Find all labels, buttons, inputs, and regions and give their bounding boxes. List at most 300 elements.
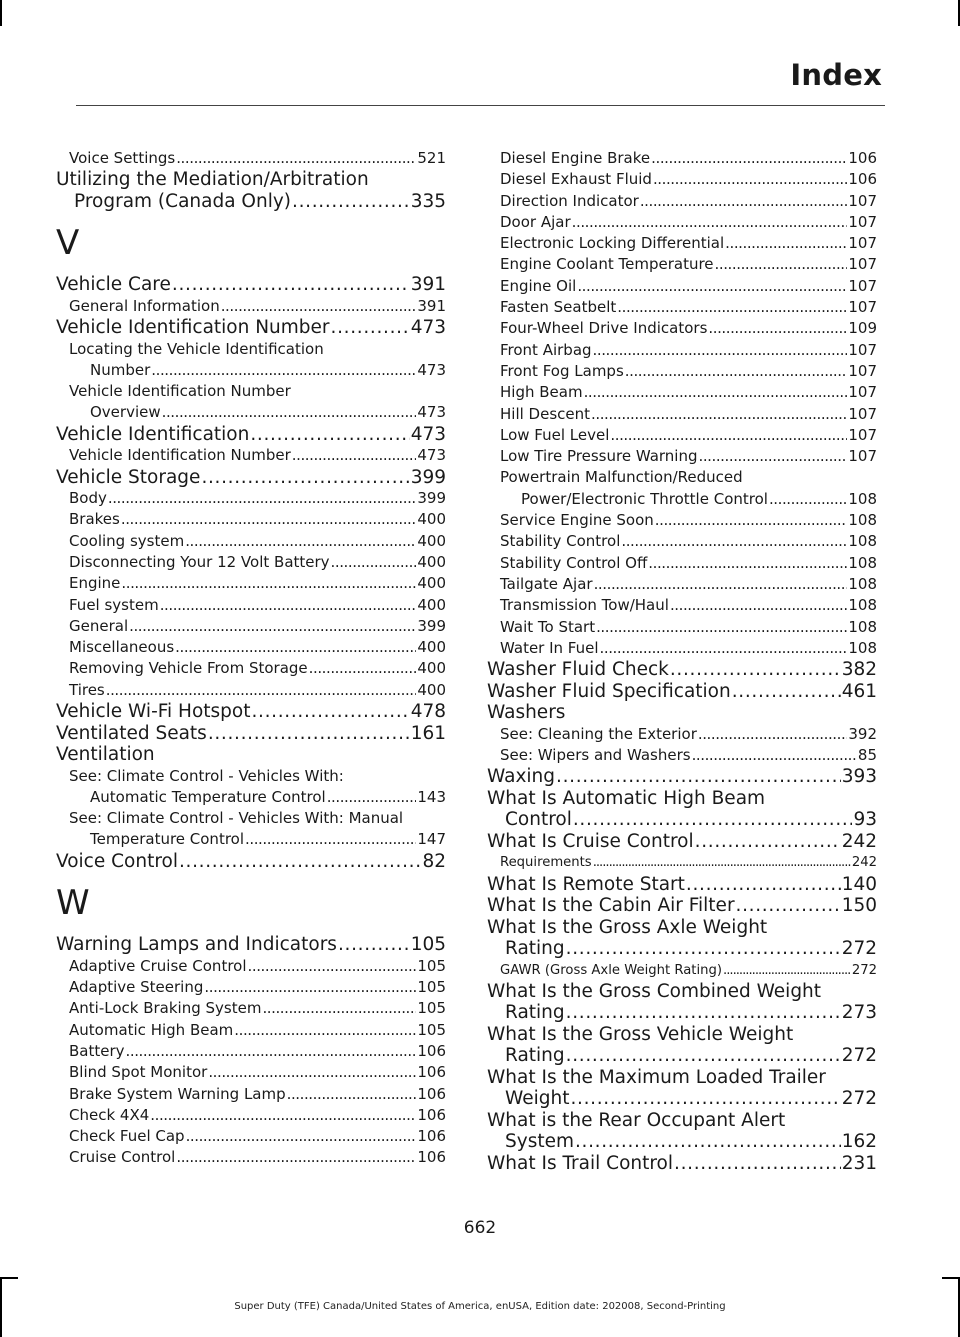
index-subentry[interactable] (487, 404, 877, 425)
entry-text: Removing Vehicle From Storage (69, 659, 308, 678)
page-reference[interactable]: 400 (417, 638, 446, 657)
entry-line (500, 169, 877, 190)
entry-line (500, 254, 877, 275)
index-subentry[interactable] (487, 148, 877, 169)
page-reference[interactable]: 392 (848, 724, 877, 743)
page-reference[interactable]: 140 (841, 873, 877, 895)
page-reference[interactable]: 473 (410, 423, 446, 445)
dot-leader (234, 1020, 416, 1041)
index-subentry[interactable] (487, 724, 877, 745)
page-reference[interactable]: 106 (417, 1127, 446, 1146)
dot-leader (732, 681, 841, 703)
index-subentry[interactable] (56, 1105, 446, 1126)
entry-line (69, 595, 446, 616)
index-subentry[interactable] (56, 1062, 446, 1083)
index-subentry[interactable] (56, 552, 446, 573)
entry-text: What Is Remote Start (487, 873, 685, 895)
page-reference[interactable]: 150 (841, 895, 877, 917)
index-subentry[interactable] (56, 808, 446, 851)
entry-text-continued: Control (505, 809, 572, 831)
entry-text: Utilizing the Mediation/Arbitration (56, 169, 369, 191)
dot-leader (338, 934, 410, 956)
dot-leader (566, 1002, 841, 1024)
page-reference[interactable]: 105 (417, 999, 446, 1018)
entry-continuation-line (56, 191, 446, 213)
entry-text: Hill Descent (500, 404, 591, 423)
entry-text: See: Climate Control - Vehicles With: Manual (69, 809, 404, 828)
index-subentry[interactable] (56, 956, 446, 977)
page-reference[interactable]: 161 (410, 722, 446, 744)
entry-line (500, 574, 877, 595)
dot-leader (723, 960, 851, 981)
dot-leader (708, 318, 847, 339)
page-reference[interactable]: 143 (417, 787, 446, 806)
dot-leader (121, 509, 417, 530)
entry-line (500, 425, 877, 446)
dot-leader (670, 595, 847, 616)
entry-text: Adaptive Cruise Control (69, 956, 247, 975)
page-reference[interactable]: 108 (848, 638, 877, 657)
entry-line (500, 553, 877, 574)
page-reference[interactable]: 400 (417, 552, 446, 571)
entry-continuation-line (487, 1131, 877, 1153)
dot-leader (610, 425, 847, 446)
index-subentry[interactable] (487, 233, 877, 254)
entry-line (69, 1062, 446, 1083)
entry-line (500, 340, 877, 361)
index-subentry[interactable] (56, 1147, 446, 1168)
entry-line (500, 276, 877, 297)
dot-leader (204, 977, 416, 998)
entry-text: Service Engine Soon (500, 511, 654, 530)
entry-line (500, 510, 877, 531)
index-subentry[interactable] (56, 637, 446, 658)
entry-text: High Beam (500, 383, 583, 402)
page-title: Index (790, 58, 882, 92)
page-reference[interactable]: 400 (417, 680, 446, 699)
page-reference[interactable]: 521 (417, 149, 446, 167)
page-reference[interactable]: 108 (848, 596, 877, 615)
index-entry[interactable] (487, 1067, 877, 1110)
page-reference[interactable]: 107 (848, 255, 877, 274)
entry-text: Washers (487, 702, 566, 724)
entry-text: Low Fuel Level (500, 425, 610, 444)
entry-line (500, 724, 877, 745)
entry-text: Stability Control (500, 532, 621, 551)
page-reference[interactable]: 106 (848, 170, 877, 189)
index-subentry[interactable] (56, 1020, 446, 1041)
page-reference[interactable]: 107 (848, 425, 877, 444)
dot-leader (655, 510, 848, 531)
entry-text: What Is Trail Control (487, 1152, 674, 1174)
entry-continuation-line (487, 1045, 877, 1067)
entry-continuation-line (487, 1088, 877, 1110)
page-reference[interactable]: 108 (848, 489, 877, 508)
dot-leader (725, 233, 847, 254)
index-subentry[interactable] (56, 296, 446, 317)
entry-text: Anti-Lock Braking System (69, 999, 262, 1018)
dot-leader (566, 1045, 841, 1067)
entry-line (487, 874, 877, 896)
page-reference[interactable]: 107 (848, 404, 877, 423)
entry-line (487, 895, 877, 917)
entry-continuation-line (487, 1002, 877, 1024)
dot-leader (208, 723, 410, 745)
entry-text: What Is the Maximum Loaded Trailer (487, 1066, 826, 1088)
dot-leader (331, 552, 417, 573)
entry-line (500, 148, 877, 169)
index-entry[interactable] (487, 1024, 877, 1067)
page-reference[interactable]: 108 (848, 511, 877, 530)
index-subentry[interactable] (56, 616, 446, 637)
dot-leader (600, 638, 848, 659)
dot-leader (692, 745, 857, 766)
dot-leader (160, 595, 417, 616)
page-reference[interactable]: 400 (417, 659, 446, 678)
index-entry[interactable] (56, 723, 446, 745)
page-reference[interactable]: 400 (417, 574, 446, 593)
index-subentry[interactable] (487, 446, 877, 467)
dot-leader (162, 402, 417, 423)
entry-line (69, 1105, 446, 1126)
entry-text: Vehicle Storage (56, 466, 201, 488)
index-entry[interactable] (56, 934, 446, 956)
index-subentry[interactable] (56, 766, 446, 809)
entry-text-continued: Number (90, 360, 151, 379)
index-entry[interactable] (487, 681, 877, 703)
page-reference[interactable]: 107 (848, 234, 877, 253)
index-entry[interactable] (487, 788, 877, 831)
page-reference[interactable]: 399 (417, 489, 446, 508)
entry-text: Disconnecting Your 12 Volt Battery (69, 552, 330, 571)
dot-leader (648, 553, 847, 574)
index-subentry[interactable] (487, 361, 877, 382)
page-reference[interactable]: 400 (417, 531, 446, 550)
entry-text-continued: Overview (90, 403, 161, 422)
entry-line (69, 637, 446, 658)
page-reference[interactable]: 93 (853, 809, 877, 831)
entry-line (69, 148, 446, 169)
entry-text: Body (69, 489, 107, 508)
index-subentry[interactable] (487, 960, 877, 981)
entry-text: Voice Settings (69, 149, 176, 167)
page-reference[interactable]: 399 (410, 466, 446, 488)
index-subentry[interactable] (56, 445, 446, 466)
page-reference[interactable]: 107 (848, 361, 877, 380)
page-reference[interactable]: 391 (410, 274, 446, 296)
page-reference[interactable]: 105 (417, 978, 446, 997)
entry-line (69, 977, 446, 998)
index-entry[interactable] (56, 851, 446, 873)
dot-leader (594, 574, 848, 595)
dot-leader (573, 809, 853, 831)
entry-text: Diesel Exhaust Fluid (500, 170, 652, 189)
page-reference[interactable]: 273 (841, 1002, 877, 1024)
entry-text: Diesel Engine Brake (500, 149, 651, 167)
index-entry[interactable] (56, 424, 446, 446)
entry-text: Ventilation (56, 744, 155, 766)
dot-leader (591, 404, 847, 425)
entry-continuation-line (69, 402, 446, 423)
entry-line (500, 212, 877, 233)
index-subentry[interactable] (56, 595, 446, 616)
index-subentry[interactable] (56, 573, 446, 594)
index-subentry[interactable] (487, 212, 877, 233)
index-subentry[interactable] (56, 1126, 446, 1147)
page-reference[interactable]: 478 (410, 701, 446, 723)
page-reference[interactable]: 108 (848, 532, 877, 551)
page-reference[interactable]: 162 (841, 1131, 877, 1153)
index-subentry[interactable] (487, 467, 877, 510)
dot-leader (686, 874, 841, 896)
entry-continuation-line (500, 489, 877, 510)
entry-text: Stability Control Off (500, 553, 648, 572)
index-subentry[interactable] (487, 169, 877, 190)
entry-line (56, 467, 446, 489)
page-reference[interactable]: 473 (417, 446, 446, 465)
dot-leader (201, 467, 409, 489)
index-subentry[interactable] (487, 340, 877, 361)
entry-text: Wait To Start (500, 617, 596, 636)
entry-line (500, 361, 877, 382)
dot-leader (126, 1041, 417, 1062)
index-subentry[interactable] (56, 509, 446, 530)
dot-leader (150, 1105, 416, 1126)
page-reference[interactable]: 106 (848, 149, 877, 167)
entry-text: What Is the Cabin Air Filter (487, 895, 735, 917)
entry-text: Ventilated Seats (56, 722, 207, 744)
page-reference[interactable]: 147 (417, 830, 446, 849)
page-reference[interactable]: 335 (410, 190, 446, 212)
entry-line (500, 595, 877, 616)
entry-text: Vehicle Identification Number (69, 446, 291, 465)
entry-line (500, 382, 877, 403)
page-reference[interactable]: 105 (417, 956, 446, 975)
entry-line (69, 552, 446, 573)
page-reference[interactable]: 393 (841, 766, 877, 788)
entry-text-continued: System (505, 1131, 574, 1153)
page-reference[interactable]: 272 (851, 962, 877, 978)
page-reference[interactable]: 105 (410, 934, 446, 956)
entry-text: Engine Oil (500, 276, 577, 295)
page-reference[interactable]: 109 (848, 319, 877, 338)
page-reference[interactable]: 231 (841, 1152, 877, 1174)
index-subentry[interactable] (56, 381, 446, 424)
index-subentry[interactable] (487, 852, 877, 873)
entry-line (69, 488, 446, 509)
page-reference[interactable]: 105 (417, 1020, 446, 1039)
entry-text: Transmission Tow/Haul (500, 596, 669, 615)
page-reference[interactable]: 106 (417, 1084, 446, 1103)
entry-text: Brakes (69, 510, 120, 529)
index-entry[interactable] (487, 831, 877, 853)
index-subentry[interactable] (56, 1041, 446, 1062)
entry-line (500, 446, 877, 467)
entry-continuation-line (487, 809, 877, 831)
index-subentry[interactable] (487, 191, 877, 212)
index-entry[interactable] (487, 981, 877, 1024)
dot-leader (185, 531, 416, 552)
page-reference[interactable]: 382 (841, 659, 877, 681)
entry-text: Check 4X4 (69, 1105, 150, 1124)
index-subentry[interactable] (487, 276, 877, 297)
entry-text: Vehicle Care (56, 274, 171, 296)
index-entry[interactable] (487, 1110, 877, 1153)
index-subentry[interactable] (56, 658, 446, 679)
entry-line (56, 934, 446, 956)
dot-leader (593, 852, 851, 873)
dot-leader (309, 658, 417, 679)
index-entry[interactable] (56, 467, 446, 489)
index-subentry[interactable] (487, 595, 877, 616)
index-subentry[interactable] (56, 977, 446, 998)
dot-leader (221, 296, 417, 317)
entry-text: What Is Automatic High Beam (487, 787, 766, 809)
page-reference[interactable]: 108 (848, 617, 877, 636)
entry-text: What Is Cruise Control (487, 830, 694, 852)
page-reference[interactable]: 108 (848, 574, 877, 593)
dot-leader (108, 488, 416, 509)
index-section-letter: W (56, 883, 90, 924)
index-entry[interactable] (56, 274, 446, 296)
page-reference[interactable]: 391 (417, 296, 446, 315)
page-reference[interactable]: 400 (417, 595, 446, 614)
entry-continuation-line (69, 829, 446, 850)
index-entry[interactable] (487, 1153, 877, 1175)
index-subentry[interactable] (487, 318, 877, 339)
dot-leader (572, 212, 848, 233)
page-reference[interactable]: 272 (841, 938, 877, 960)
index-subentry[interactable] (487, 553, 877, 574)
entry-text: See: Cleaning the Exterior (500, 724, 697, 743)
entry-line (487, 681, 877, 703)
dot-leader (245, 829, 416, 850)
dot-leader (593, 340, 848, 361)
entry-line (56, 317, 446, 339)
page-reference[interactable]: 473 (417, 360, 446, 379)
page-reference[interactable]: 107 (848, 298, 877, 317)
index-subentry[interactable] (487, 745, 877, 766)
index-subentry[interactable] (487, 297, 877, 318)
index-subentry[interactable] (487, 425, 877, 446)
page-reference[interactable]: 272 (841, 1088, 877, 1110)
entry-text: What Is the Gross Vehicle Weight (487, 1023, 794, 1045)
page-reference[interactable]: 107 (848, 212, 877, 231)
entry-line (69, 573, 446, 594)
dot-leader (121, 573, 416, 594)
page-reference[interactable]: 242 (841, 830, 877, 852)
page-reference[interactable]: 107 (848, 191, 877, 210)
index-subentry[interactable] (487, 617, 877, 638)
entry-text: Powertrain Malfunction/Reduced (500, 468, 743, 487)
entry-line (69, 998, 446, 1019)
index-subentry[interactable] (56, 148, 446, 169)
entry-text: What Is the Gross Axle Weight (487, 916, 768, 938)
entry-text: Tailgate Ajar (500, 574, 593, 593)
dot-leader (248, 956, 417, 977)
index-subentry[interactable] (56, 339, 446, 382)
index-subentry[interactable] (487, 254, 877, 275)
dot-leader (769, 489, 847, 510)
index-entry[interactable] (487, 766, 877, 788)
page-reference[interactable]: 400 (417, 510, 446, 529)
page-reference[interactable]: 107 (848, 383, 877, 402)
page-reference[interactable]: 106 (417, 1148, 446, 1167)
index-subentry[interactable] (487, 638, 877, 659)
entry-text: Waxing (487, 766, 556, 788)
entry-text-continued: Power/Electronic Throttle Control (521, 489, 768, 508)
entry-line (56, 723, 446, 745)
index-entry[interactable] (487, 874, 877, 896)
page-reference[interactable]: 85 (857, 745, 877, 764)
page-reference[interactable]: 106 (417, 1105, 446, 1124)
page-reference[interactable]: 107 (848, 276, 877, 295)
page-reference[interactable]: 107 (848, 340, 877, 359)
entry-line (500, 638, 877, 659)
entry-line (56, 424, 446, 446)
index-heading (487, 702, 877, 724)
index-entry[interactable] (56, 317, 446, 339)
dot-leader (670, 659, 841, 681)
dot-leader (621, 531, 847, 552)
index-entry[interactable] (487, 917, 877, 960)
page-reference[interactable]: 461 (841, 680, 877, 702)
entry-line (487, 1153, 877, 1175)
index-subentry[interactable] (487, 382, 877, 403)
dot-leader (584, 382, 848, 403)
index-entry[interactable] (56, 701, 446, 723)
index-entry[interactable] (487, 895, 877, 917)
dot-leader (176, 148, 416, 169)
page-reference[interactable]: 473 (417, 403, 446, 422)
index-subentry[interactable] (56, 531, 446, 552)
entry-text: Warning Lamps and Indicators (56, 934, 337, 956)
entry-text: Vehicle Wi-Fi Hotspot (56, 701, 251, 723)
entry-text: Engine (69, 574, 121, 593)
index-subentry[interactable] (487, 510, 877, 531)
index-subentry[interactable] (56, 488, 446, 509)
page-reference[interactable]: 106 (417, 1063, 446, 1082)
dot-leader (575, 1131, 841, 1153)
index-subentry[interactable] (487, 574, 877, 595)
page-reference[interactable]: 107 (848, 447, 877, 466)
page-reference[interactable]: 473 (410, 317, 446, 339)
entry-text: General (69, 616, 129, 635)
page-reference[interactable]: 272 (841, 1045, 877, 1067)
page-reference[interactable]: 399 (417, 616, 446, 635)
index-entry[interactable] (487, 659, 877, 681)
entry-text: Front Fog Lamps (500, 361, 624, 380)
page-reference[interactable]: 242 (851, 855, 877, 871)
index-subentry[interactable] (56, 680, 446, 701)
entry-line (69, 658, 446, 679)
entry-text-continued: Rating (505, 1002, 565, 1024)
index-subentry[interactable] (487, 531, 877, 552)
entry-line (500, 531, 877, 552)
entry-line (69, 1084, 446, 1105)
index-entry[interactable] (56, 169, 446, 212)
page-reference[interactable]: 106 (417, 1041, 446, 1060)
page-reference[interactable]: 82 (422, 850, 446, 872)
index-subentry[interactable] (56, 1084, 446, 1105)
index-subentry[interactable] (56, 998, 446, 1019)
entry-text: Locating the Vehicle Identification (69, 339, 324, 358)
page-reference[interactable]: 108 (848, 553, 877, 572)
dot-leader (736, 895, 841, 917)
entry-line (56, 274, 446, 296)
entry-text-continued: Program (Canada Only) (74, 190, 292, 212)
entry-text-continued: Rating (505, 938, 565, 960)
